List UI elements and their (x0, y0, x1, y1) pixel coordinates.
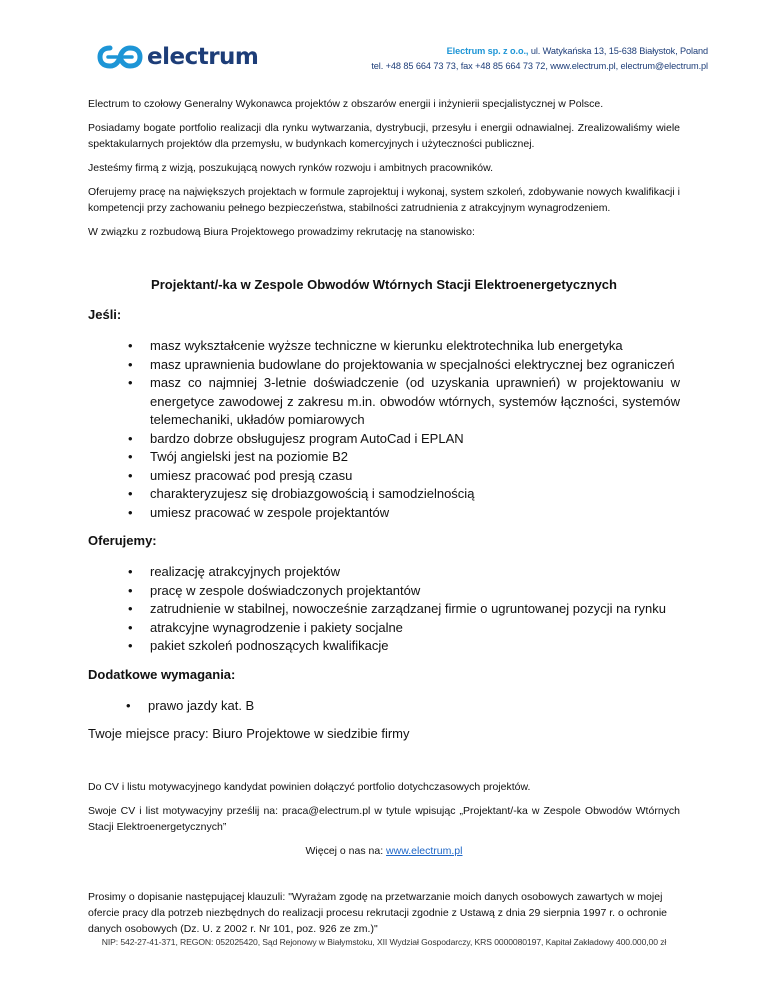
website-link[interactable]: www.electrum.pl (386, 845, 463, 857)
company-address: ul. Watykańska 13, 15-638 Białystok, Poland (528, 46, 708, 56)
intro-paragraph: W związku z rozbudową Biura Projektowego prowadzimy rekrutację na stanowisko: (88, 226, 475, 238)
list-item: • realizację atrakcyjnych projektów (150, 563, 680, 582)
list-item: • charakteryzujesz się drobiazgowością i samodzielnością (150, 485, 680, 504)
list-item: • Twój angielski jest na poziomie B2 (150, 448, 680, 467)
list-item: • prawo jazdy kat. B (148, 697, 680, 716)
list-item: • masz wykształcenie wyższe techniczne w kierunku elektrotechnika lub energetyka (150, 337, 680, 356)
portfolio-note: Do CV i listu motywacyjnego kandydat powinien dołączyć portfolio dotychczasowych projektów. (88, 781, 531, 793)
list-item: • masz uprawnienia budowlane do projektowania w specjalności elektrycznej bez ograniczeń (150, 356, 680, 375)
list-item: • pracę w zespole doświadczonych projektantów (150, 582, 680, 601)
intro-paragraph: Oferujemy pracę na największych projektach w formule zaprojektuj i wykonaj, system szkoleń, zdobywanie nowych kwalifikacji i kompetencji przy zachowaniu pełnego bezpieczeństwa, stabilności zatrudnienia z atrakcyjnym wynagrodzeniem. (88, 186, 680, 214)
list-item: • pakiet szkoleń podnoszących kwalifikacje (150, 637, 680, 656)
list-item: • masz co najmniej 3-letnie doświadczenie (od uzyskania uprawnień) w projektowaniu w energetyce zawodowej z zakresu m.in. obwodów wtórnych, systemów łączności, systemów telemechaniki, układów pomiarowych (150, 374, 680, 430)
list-item: • umiesz pracować pod presją czasu (150, 467, 680, 486)
intro-paragraph: Electrum to czołowy Generalny Wykonawca projektów z obszarów energii i inżynierii specjalistycznej w Polsce. (88, 98, 604, 110)
offer-heading: Oferujemy: (88, 533, 157, 548)
company-contact: tel. +48 85 664 73 73, fax +48 85 664 73 72, www.electrum.pl, electrum@electrum.pl (371, 61, 708, 71)
list-item: • bardzo dobrze obsługujesz program AutoCad i EPLAN (150, 430, 680, 449)
list-item: • atrakcyjne wynagrodzenie i pakiety socjalne (150, 619, 680, 638)
intro-paragraph: Posiadamy bogate portfolio realizacji dla rynku wytwarzania, dystrybucji, przesyłu i energii odnawialnej. Zrealizowaliśmy wiele spektakularnych projektów dla przemysłu, w budynkach komercyjnych i użyteczności publicznej. (88, 122, 680, 150)
job-title: Projektant/-ka w Zespole Obwodów Wtórnych Stacji Elektroenergetycznych (151, 277, 617, 292)
list-item: • zatrudnienie w stabilnej, nowocześnie zarządzanej firmie o ugruntowanej pozycji na rynku (150, 600, 680, 619)
company-info (371, 44, 708, 74)
more-info (88, 843, 680, 859)
document-body (88, 96, 680, 945)
extra-requirements-list (88, 697, 680, 716)
electrum-logo-icon (97, 44, 143, 70)
footer-registration-info: NIP: 542-27-41-371, REGON: 052025420, Sąd Rejonowy w Białymstoku, XII Wydział Gospodarczy, KRS 0000080197, Kapitał Zakładowy 400.000,00 zł (101, 937, 667, 947)
requirements-list (88, 337, 680, 522)
requirements-heading: Jeśli: (88, 307, 122, 322)
company-address-line (371, 44, 708, 59)
gdpr-clause: Prosimy o dopisanie następującej klauzuli: "Wyrażam zgodę na przetwarzanie moich danych osobowych zawartych w mojej ofercie pracy dla potrzeb niezbędnych do realizacji procesu rekrutacji zgodnie z Ustawą z dnia 29 sierpnia 1997 r. o ochronie danych osobowych (Dz. U. z 2002 r. Nr 101, poz. 926 ze zm.)" (88, 891, 667, 935)
company-logo (97, 44, 258, 70)
letterhead (0, 0, 768, 90)
logo-text: electrum (147, 43, 259, 70)
offer-list (88, 563, 680, 656)
more-info-label: Więcej o nas na: (305, 845, 387, 857)
list-item: • umiesz pracować w zespole projektantów (150, 504, 680, 523)
send-cv-note: Swoje CV i list motywacyjny prześlij na: praca@electrum.pl w tytule wpisując „Projektant/-ka w Zespole Obwodów Wtórnych Stacji Elektroenergetycznych” (88, 805, 680, 833)
workplace-info: Twoje miejsce pracy: Biuro Projektowe w siedzibie firmy (88, 726, 410, 741)
extra-requirements-heading: Dodatkowe wymagania: (88, 666, 236, 682)
company-name: Electrum sp. z o.o., (446, 46, 529, 56)
intro-paragraph: Jesteśmy firmą z wizją, poszukującą nowych rynków rozwoju i ambitnych pracowników. (88, 162, 493, 174)
